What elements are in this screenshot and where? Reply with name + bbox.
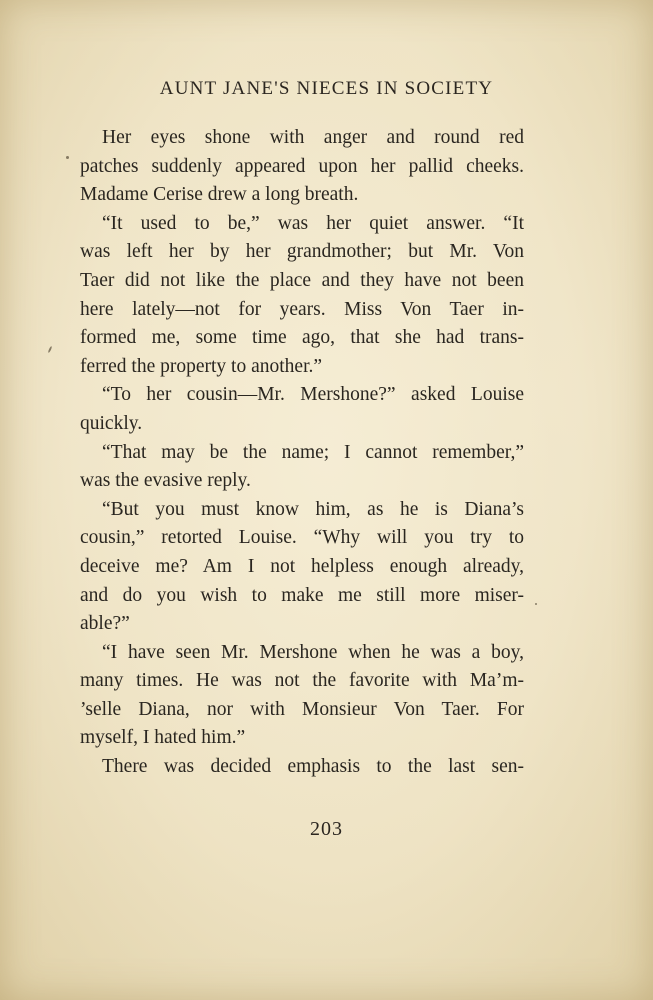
text-line: formed me, some time ago, that she had trans- — [80, 327, 524, 349]
text-line: “To her cousin—Mr. Mershone?” asked Louise — [102, 384, 524, 406]
page-number: 203 — [310, 818, 343, 840]
body-text — [80, 124, 524, 782]
text-line: myself, I hated him.” — [80, 727, 246, 749]
text-line: cousin,” retorted Louise. “Why will you try to — [80, 527, 524, 549]
ink-speck — [535, 603, 537, 605]
text-line: There was decided emphasis to the last sen- — [102, 756, 524, 778]
running-head: AUNT JANE'S NIECES IN SOCIETY — [159, 78, 494, 99]
text-line: many times. He was not the favorite with Ma’m- — [80, 670, 524, 692]
text-line: Taer did not like the place and they have not been — [80, 269, 524, 291]
text-line: able?” — [80, 613, 130, 635]
text-line: and do you wish to make me still more miser- — [80, 584, 524, 606]
ink-speck — [48, 346, 53, 353]
text-line: was left her by her grandmother; but Mr. Von — [80, 241, 524, 263]
text-line: Her eyes shone with anger and round red — [102, 127, 524, 148]
text-line: “I have seen Mr. Mershone when he was a boy, — [102, 641, 524, 663]
text-line: Madame Cerise drew a long breath. — [80, 184, 359, 206]
text-line: “But you must know him, as he is Diana’s — [102, 498, 524, 520]
text-line: was the evasive reply. — [80, 470, 251, 492]
text-line: quickly. — [80, 412, 143, 434]
text-line: patches suddenly appeared upon her pallid cheeks. — [80, 155, 524, 177]
ink-speck — [66, 156, 69, 159]
text-line: ’selle Diana, nor with Monsieur Von Taer. For — [80, 698, 524, 720]
text-line: here lately—not for years. Miss Von Taer in- — [80, 298, 524, 320]
text-line: “It used to be,” was her quiet answer. “It — [102, 212, 524, 234]
text-line: ferred the property to another.” — [80, 355, 323, 377]
text-line: “That may be the name; I cannot remember,” — [102, 441, 524, 463]
text-line: deceive me? Am I not helpless enough already, — [80, 555, 524, 577]
